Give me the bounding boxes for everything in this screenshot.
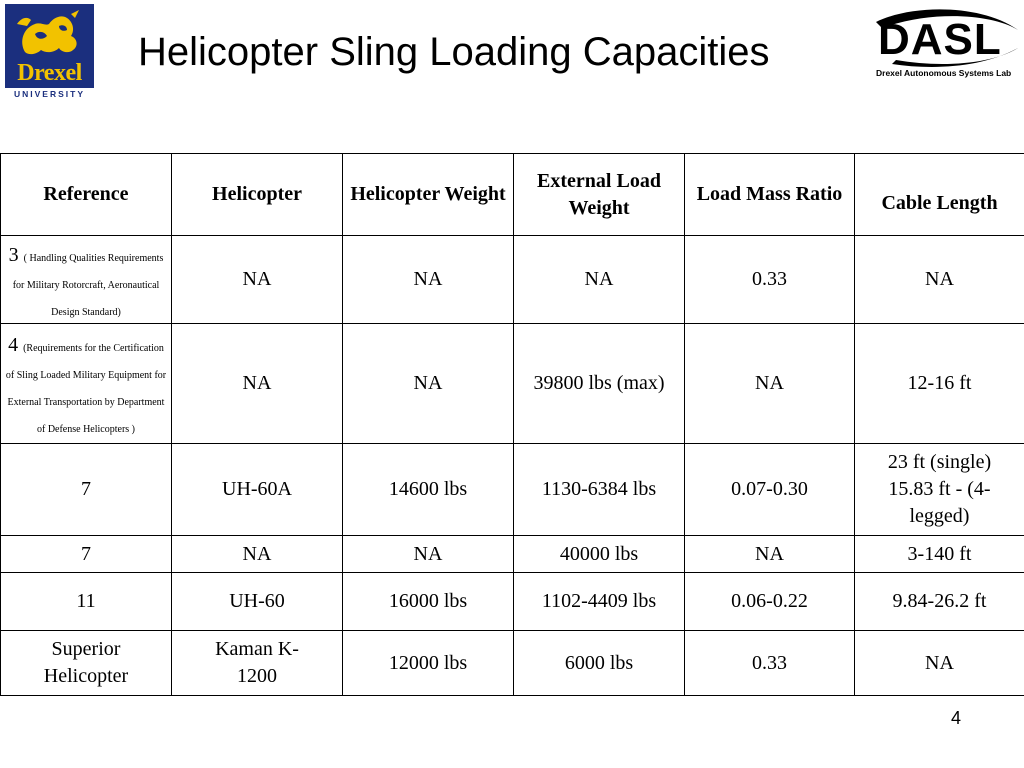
cell-reference: 11 — [1, 573, 172, 631]
cell-load-mass-ratio: 0.33 — [685, 631, 855, 696]
cell-reference — [1, 324, 172, 444]
cell-cable-length: NA — [855, 631, 1024, 696]
dasl-subtitle: Drexel Autonomous Systems Lab — [876, 68, 1012, 78]
cell-helicopter-weight: NA — [343, 324, 514, 444]
drexel-wordmark: Drexel — [17, 60, 82, 86]
cell-external-load-weight: 1130-6384 lbs — [514, 444, 685, 536]
dasl-wordmark: DASL — [878, 15, 1002, 64]
cell-reference: 7 — [1, 536, 172, 573]
cell-helicopter: UH-60 — [172, 573, 343, 631]
header-external-load-weight: External Load Weight — [514, 154, 685, 236]
dasl-logo — [872, 8, 1022, 82]
cell-helicopter: NA — [172, 536, 343, 573]
slide-title: Helicopter Sling Loading Capacities — [138, 30, 770, 74]
reference-number: 3 — [8, 244, 19, 266]
cell-helicopter: UH-60A — [172, 444, 343, 536]
table-row — [1, 631, 1024, 696]
cell-helicopter: Kaman K-1200 — [172, 631, 343, 696]
dragon-icon — [5, 4, 94, 64]
cell-cable-length: 9.84-26.2 ft — [855, 573, 1024, 631]
cell-external-load-weight: NA — [514, 236, 685, 324]
cell-load-mass-ratio: NA — [685, 324, 855, 444]
header-cable-length: Cable Length — [855, 154, 1024, 236]
table-row — [1, 236, 1024, 324]
table-row — [1, 536, 1024, 573]
page-number: 4 — [951, 708, 962, 728]
cell-cable-length: 3-140 ft — [855, 536, 1024, 573]
reference-note: ( Handling Qualities Requirements for Military Rotorcraft, Aeronautical Design Standard) — [12, 253, 164, 318]
cell-helicopter: NA — [172, 236, 343, 324]
cell-helicopter-weight: 12000 lbs — [343, 631, 514, 696]
cell-reference: 7 — [1, 444, 172, 536]
cell-helicopter-weight: NA — [343, 536, 514, 573]
cell-external-load-weight: 39800 lbs (max) — [514, 324, 685, 444]
header-load-mass-ratio: Load Mass Ratio — [685, 154, 855, 236]
cell-cable-length: 12-16 ft — [855, 324, 1024, 444]
cell-reference — [1, 236, 172, 324]
cell-helicopter: NA — [172, 324, 343, 444]
cell-helicopter-weight: 16000 lbs — [343, 573, 514, 631]
cell-load-mass-ratio: 0.07-0.30 — [685, 444, 855, 536]
drexel-university-subtitle: UNIVERSITY — [13, 89, 85, 99]
header-helicopter: Helicopter — [172, 154, 343, 236]
table-row — [1, 444, 1024, 536]
table-row — [1, 324, 1024, 444]
cell-load-mass-ratio: NA — [685, 536, 855, 573]
header-reference: Reference — [1, 154, 172, 236]
drexel-logo-background — [5, 4, 94, 88]
reference-number: 4 — [8, 334, 19, 356]
cell-external-load-weight: 6000 lbs — [514, 631, 685, 696]
cell-helicopter-weight: 14600 lbs — [343, 444, 514, 536]
cell-helicopter-weight: NA — [343, 236, 514, 324]
cell-external-load-weight: 40000 lbs — [514, 536, 685, 573]
cell-cable-length: 23 ft (single) 15.83 ft - (4-legged) — [855, 444, 1024, 536]
header-helicopter-weight: Helicopter Weight — [343, 154, 514, 236]
cell-reference: Superior Helicopter — [1, 631, 172, 696]
cell-external-load-weight: 1102-4409 lbs — [514, 573, 685, 631]
capacities-table — [0, 153, 1024, 696]
table-row — [1, 573, 1024, 631]
cell-load-mass-ratio: 0.06-0.22 — [685, 573, 855, 631]
cell-cable-length: NA — [855, 236, 1024, 324]
drexel-university-logo — [5, 4, 94, 100]
reference-note: (Requirements for the Certification of Sling Loaded Military Equipment for External Transportation by Department of Defense Helicopters ) — [5, 343, 167, 435]
cell-load-mass-ratio: 0.33 — [685, 236, 855, 324]
table-header-row — [1, 154, 1024, 236]
